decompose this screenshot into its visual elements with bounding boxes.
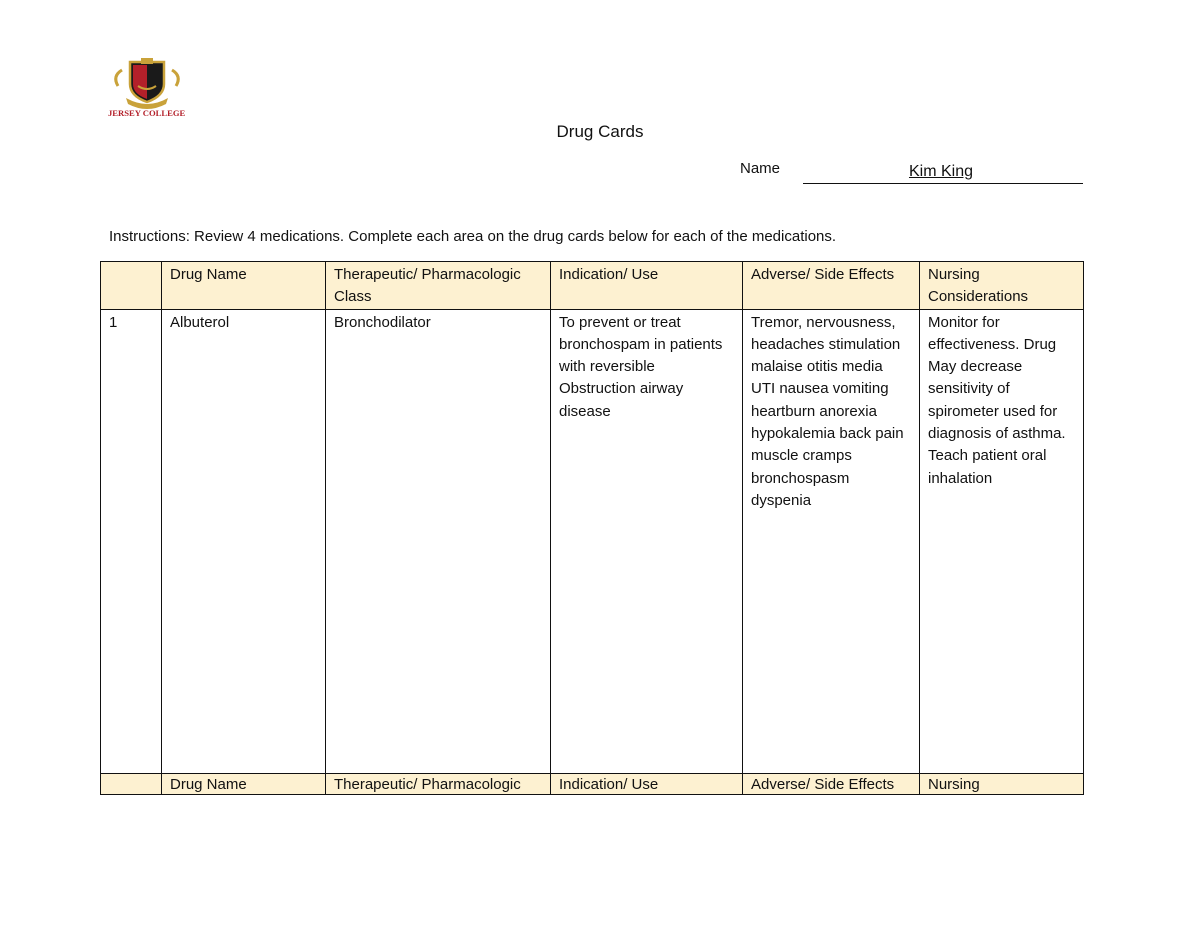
instructions-text: Instructions: Review 4 medications. Complete each area on the drug cards below for each of the medications. xyxy=(109,228,837,245)
jersey-college-logo xyxy=(108,56,186,118)
header2-class: Therapeutic/ Pharmacologic xyxy=(326,773,551,794)
header2-nursing: Nursing xyxy=(920,773,1084,794)
row-number[interactable]: 1 xyxy=(101,309,162,773)
header-drug-name: Drug Name xyxy=(162,262,326,310)
class-cell[interactable]: Bronchodilator xyxy=(326,309,551,773)
drug-name-cell[interactable]: Albuterol xyxy=(162,309,326,773)
header-number xyxy=(101,262,162,310)
svg-text:JERSEY COLLEGE: JERSEY COLLEGE xyxy=(108,108,186,118)
header-indication: Indication/ Use xyxy=(551,262,743,310)
header2-indication: Indication/ Use xyxy=(551,773,743,794)
name-field[interactable] xyxy=(803,163,1083,184)
table-row xyxy=(101,309,1084,773)
drug-card-table xyxy=(100,261,1084,795)
adverse-cell[interactable]: Tremor, nervousness, headaches stimulation malaise otitis media UTI nausea vomiting heartburn anorexia hypokalemia back pain muscle cramps bronchospasm dyspenia xyxy=(743,309,920,773)
header2-number xyxy=(101,773,162,794)
header-adverse: Adverse/ Side Effects xyxy=(743,262,920,310)
nursing-cell[interactable]: Monitor for effectiveness. Drug May decrease sensitivity of spirometer used for diagnosis of asthma. Teach patient oral inhalation xyxy=(920,309,1084,773)
header2-adverse: Adverse/ Side Effects xyxy=(743,773,920,794)
table-header-row xyxy=(101,262,1084,310)
name-value: Kim King xyxy=(908,163,974,180)
header-class: Therapeutic/ Pharmacologic Class xyxy=(326,262,551,310)
header2-drug-name: Drug Name xyxy=(162,773,326,794)
header-nursing: Nursing Considerations xyxy=(920,262,1084,310)
indication-cell[interactable]: To prevent or treat bronchospam in patients with reversible Obstruction airway disease xyxy=(551,309,743,773)
document-title: Drug Cards xyxy=(556,122,644,141)
table-header-row-2 xyxy=(101,773,1084,794)
name-label: Name xyxy=(740,160,781,177)
